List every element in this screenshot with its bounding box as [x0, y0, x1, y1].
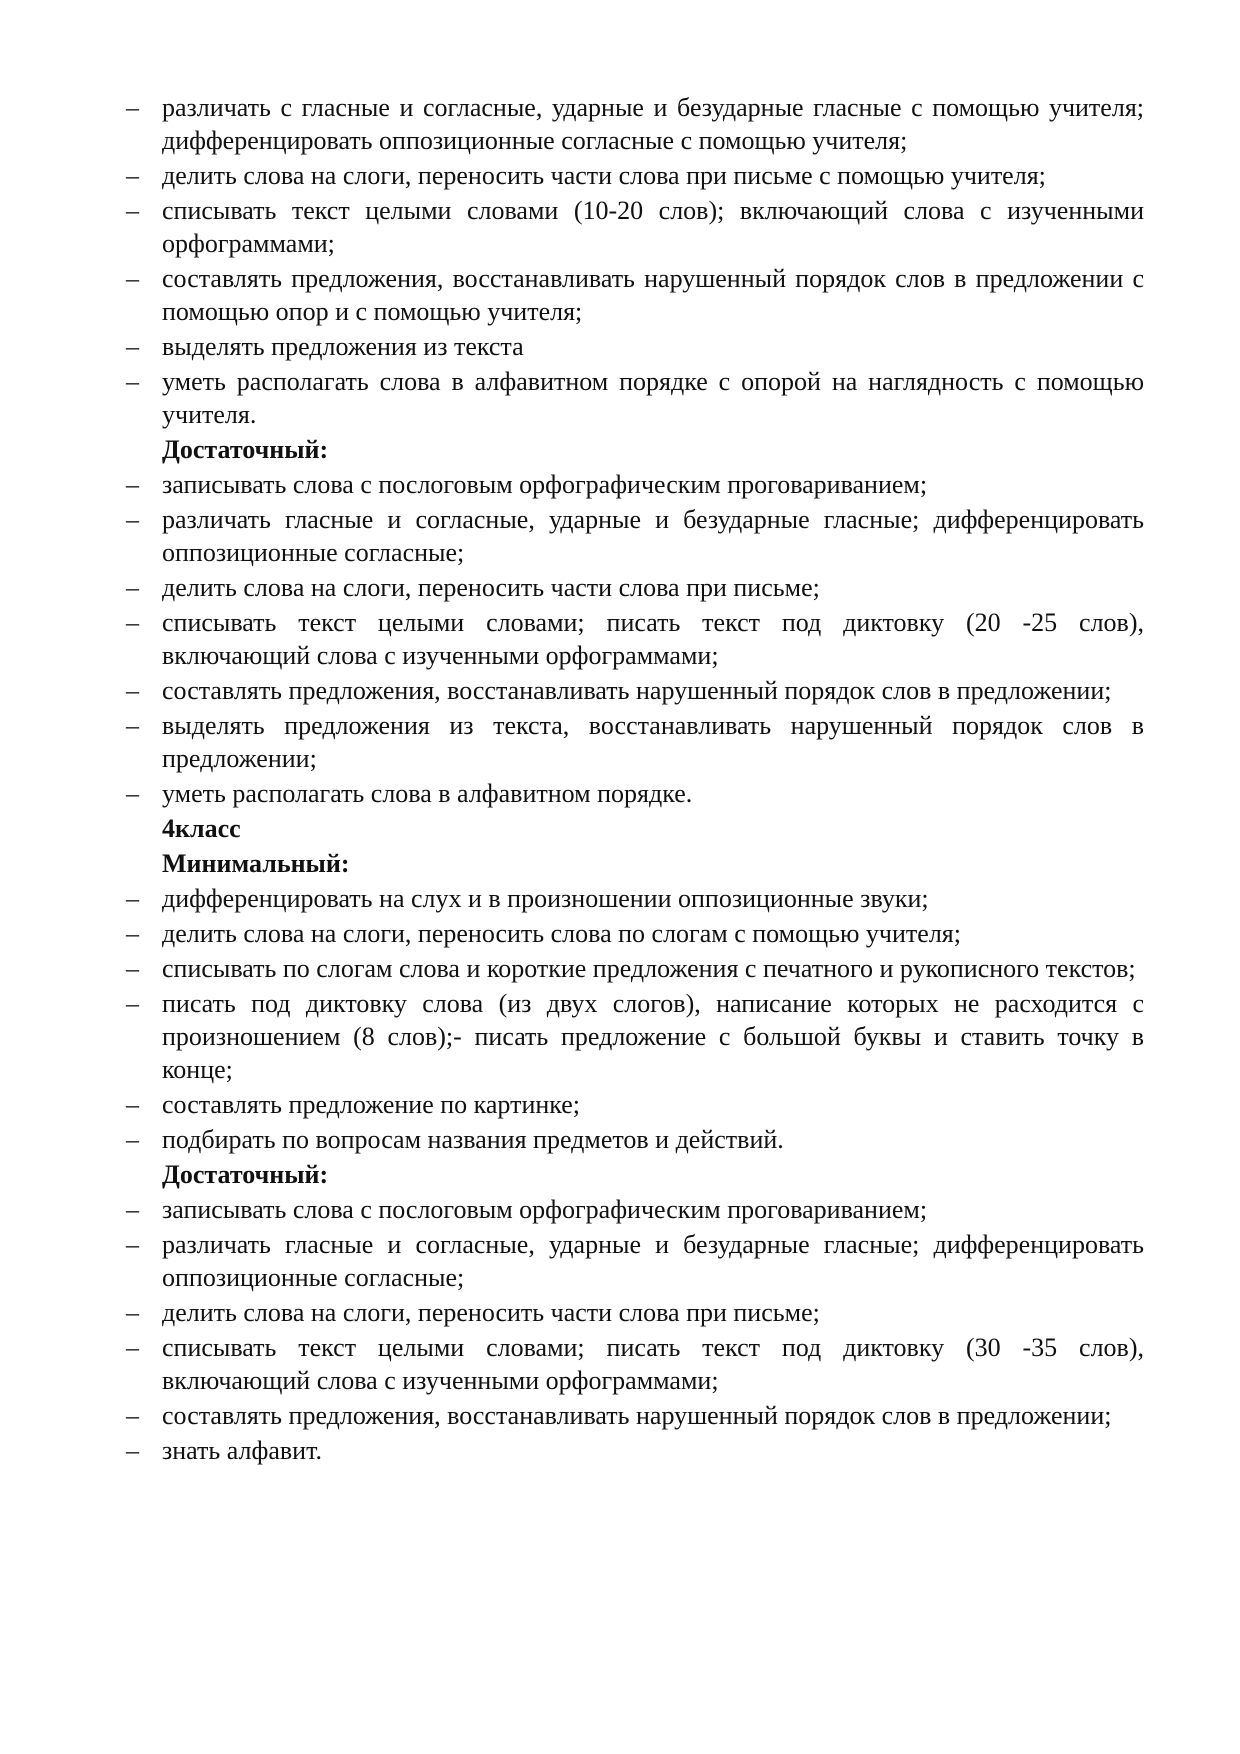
bullet-dash-icon: – — [126, 161, 139, 190]
list-item — [126, 674, 1144, 707]
list-item-text: различать гласные и согласные, ударные и безударные гласные; дифференцировать оппозиционные согласные; — [162, 1230, 1144, 1292]
list-item-text: составлять предложения, восстанавливать нарушенный порядок слов в предложении с помощью опор и с помощью учителя; — [162, 264, 1144, 326]
document-body — [126, 91, 1144, 1469]
list-item-text: списывать текст целыми словами (10-20 слов); включающий слова с изученными орфограммами; — [162, 196, 1144, 258]
bullet-dash-icon: – — [126, 367, 139, 396]
list-item-text: составлять предложение по картинке; — [162, 1090, 581, 1119]
bullet-dash-icon: – — [126, 1090, 139, 1119]
list-item-text: писать под диктовку слова (из двух слогов), написание которых не расходится с произношением (8 слов);- писать предложение с большой буквы и ставить точку в конце; — [162, 989, 1144, 1084]
bullet-dash-icon: – — [126, 1125, 139, 1154]
list-item — [126, 365, 1144, 431]
list-item-text: делить слова на слоги, переносить части слова при письме; — [162, 573, 820, 602]
list-item — [126, 917, 1144, 950]
section-heading: 4класс — [162, 814, 241, 843]
bullet-dash-icon: – — [126, 954, 139, 983]
list-item-text: делить слова на слоги, переносить части слова при письме; — [162, 1298, 820, 1327]
bullet-dash-icon: – — [126, 1230, 139, 1259]
list-item — [126, 503, 1144, 569]
list-item-text: делить слова на слоги, переносить части слова при письме с помощью учителя; — [162, 161, 1046, 190]
list-item-text: делить слова на слоги, переносить слова по слогам с помощью учителя; — [162, 919, 961, 948]
list-item — [126, 1228, 1144, 1294]
bullet-dash-icon: – — [126, 573, 139, 602]
list-item — [126, 468, 1144, 501]
list-item — [126, 987, 1144, 1086]
list-item-text: уметь располагать слова в алфавитном порядке с опорой на наглядность с помощью учителя. — [162, 367, 1144, 429]
list-item-text: записывать слова с послоговым орфографическим проговариванием; — [162, 1195, 928, 1224]
list-item — [126, 882, 1144, 915]
list-item — [126, 330, 1144, 363]
list-item — [126, 1193, 1144, 1226]
list-item — [126, 1331, 1144, 1397]
list-item — [126, 571, 1144, 604]
list-item — [126, 262, 1144, 328]
bullet-dash-icon: – — [126, 711, 139, 740]
list-item — [126, 1296, 1144, 1329]
list-item — [126, 1088, 1144, 1121]
section-heading: Достаточный: — [162, 1160, 329, 1189]
list-item-text: составлять предложения, восстанавливать нарушенный порядок слов в предложении; — [162, 1401, 1112, 1430]
list-item — [126, 952, 1144, 985]
list-item-text: выделять предложения из текста, восстанавливать нарушенный порядок слов в предложении; — [162, 711, 1144, 773]
bullet-dash-icon: – — [126, 608, 139, 637]
section-heading: Минимальный: — [162, 849, 350, 878]
list-item-text: записывать слова с послоговым орфографическим проговариванием; — [162, 470, 928, 499]
bullet-dash-icon: – — [126, 264, 139, 293]
bullet-dash-icon: – — [126, 1436, 139, 1465]
bullet-dash-icon: – — [126, 93, 139, 122]
bullet-dash-icon: – — [126, 332, 139, 361]
list-item-text: различать гласные и согласные, ударные и безударные гласные; дифференцировать оппозиционные согласные; — [162, 505, 1144, 567]
list-item-text: списывать текст целыми словами; писать текст под диктовку (30 -35 слов), включающий слова с изученными орфограммами; — [162, 1333, 1144, 1395]
list-item — [126, 194, 1144, 260]
list-item-text: выделять предложения из текста — [162, 332, 524, 361]
section-heading: Достаточный: — [162, 435, 329, 464]
list-item — [126, 91, 1144, 157]
list-item-text: составлять предложения, восстанавливать нарушенный порядок слов в предложении; — [162, 676, 1112, 705]
list-item — [126, 1434, 1144, 1467]
list-item-text: дифференцировать на слух и в произношении оппозиционные звуки; — [162, 884, 929, 913]
list-item — [126, 709, 1144, 775]
list-item-text: различать с гласные и согласные, ударные и безударные гласные с помощью учителя; дифференцировать оппозиционные согласные с помощью учителя; — [162, 93, 1144, 155]
bullet-dash-icon: – — [126, 1333, 139, 1362]
list-item-text: списывать текст целыми словами; писать текст под диктовку (20 -25 слов), включающий слова с изученными орфограммами; — [162, 608, 1144, 670]
bullet-dash-icon: – — [126, 196, 139, 225]
bullet-dash-icon: – — [126, 919, 139, 948]
list-item-text: уметь располагать слова в алфавитном порядке. — [162, 779, 693, 808]
list-item — [126, 1399, 1144, 1432]
list-item — [126, 159, 1144, 192]
bullet-dash-icon: – — [126, 779, 139, 808]
bullet-dash-icon: – — [126, 1298, 139, 1327]
bullet-dash-icon: – — [126, 676, 139, 705]
list-item-text: подбирать по вопросам названия предметов и действий. — [162, 1125, 784, 1154]
list-item — [126, 777, 1144, 810]
bullet-dash-icon: – — [126, 1195, 139, 1224]
list-item-text: списывать по слогам слова и короткие предложения с печатного и рукописного текстов; — [162, 954, 1136, 983]
list-item — [126, 606, 1144, 672]
bullet-dash-icon: – — [126, 989, 139, 1018]
bullet-dash-icon: – — [126, 1401, 139, 1430]
bullet-dash-icon: – — [126, 884, 139, 913]
bullet-dash-icon: – — [126, 470, 139, 499]
bullet-dash-icon: – — [126, 505, 139, 534]
list-item — [126, 1123, 1144, 1156]
list-item-text: знать алфавит. — [162, 1436, 322, 1465]
